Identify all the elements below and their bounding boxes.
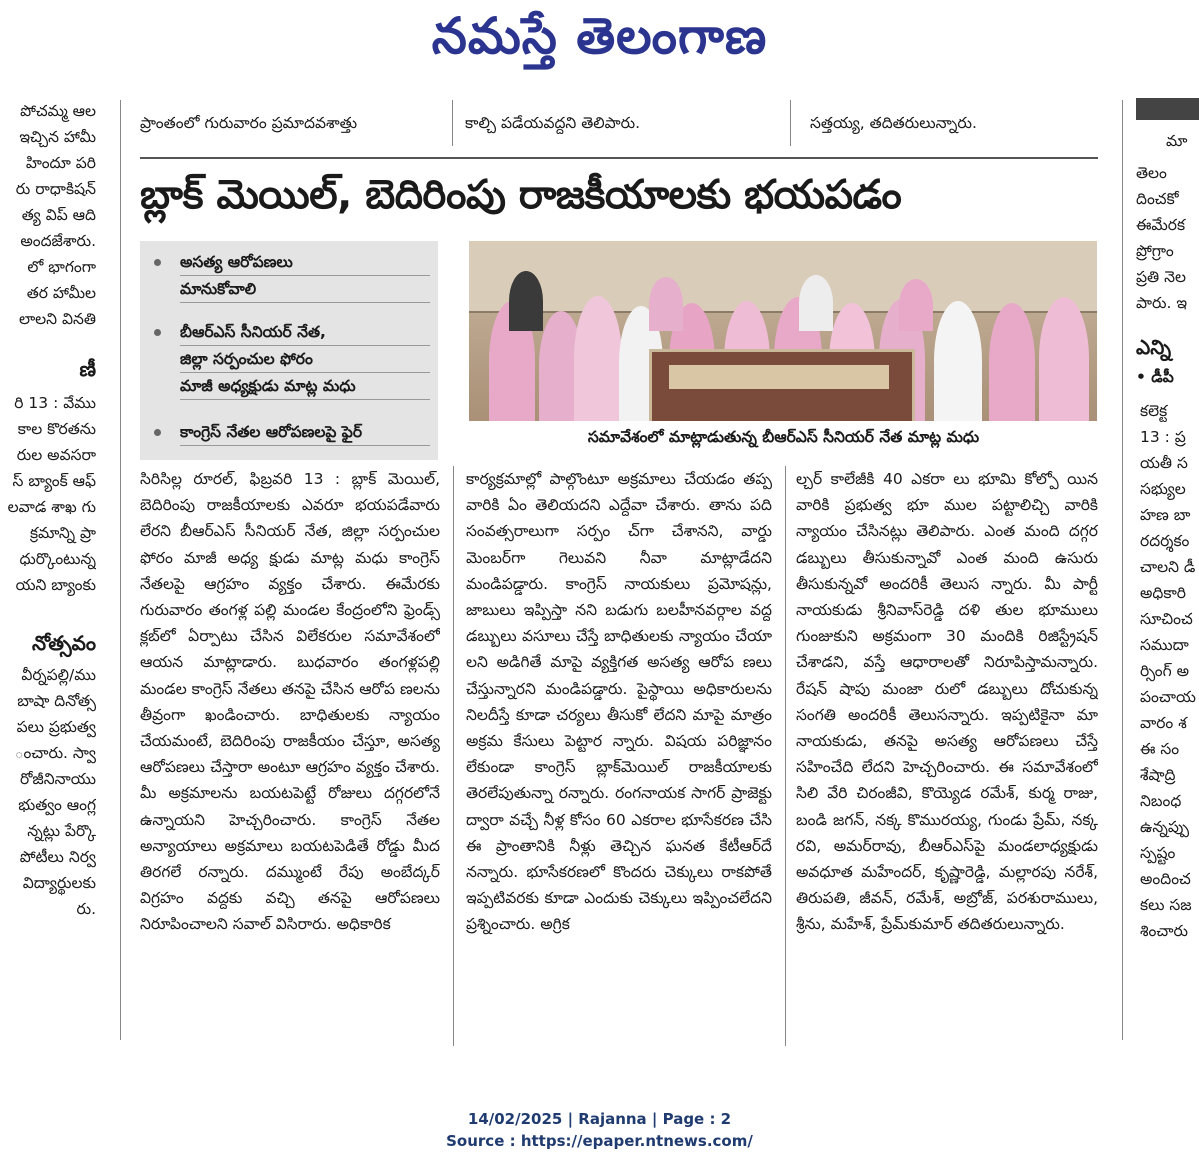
bullet-icon <box>154 259 161 266</box>
column-divider <box>453 466 454 1046</box>
left-strip-line: తర హామీల <box>26 284 96 302</box>
left-strip-line: భుత్వం ఆంగ్ల <box>18 796 96 814</box>
right-strip-line: అందించ <box>1140 870 1191 888</box>
left-strip-line: ఇచ్చిన హామీ <box>19 128 96 146</box>
left-strip-line: న్నట్లు పేర్కొ <box>27 822 96 840</box>
left-strip-line: పోటీలు నిర్వ <box>19 848 96 866</box>
left-adjacent-article <box>0 98 96 1018</box>
column-divider <box>785 466 786 1046</box>
right-strip-line: ఈ సం <box>1140 740 1180 758</box>
right-strip-line: అధికారి <box>1140 584 1186 602</box>
left-strip-line: క్రమాన్ని ప్రా <box>29 524 96 542</box>
left-strip-line: ంచారు. స్వా <box>14 744 96 762</box>
edition-info: 14/02/2025 | Rajanna | Page : 2 <box>467 1110 732 1128</box>
left-strip-line: రు. <box>76 900 96 918</box>
left-strip-line: విద్యార్థులకు <box>22 874 96 892</box>
right-strip-line: ర్సింగ్ అ <box>1140 662 1190 680</box>
right-strip-subheading: • డీపీ <box>1136 368 1174 386</box>
left-strip-heading-1: ణీ <box>79 357 96 381</box>
left-strip-line: ధుర్కొంటున్న <box>19 550 96 568</box>
article-column-2: కార్యక్రమాల్లో పాల్గొంటూ అక్రమాలు చేయడం తప్ప వారికి ఏం తెలియదని ఎద్దేవా చేశారు. తాను పది సంవత్సరాలుగా సర్పం చ్‌గా చేశానని, వార్డు మెంబర్‌గా గెలువని నీవా మాట్లాడేదని మండిపడ్డారు. కాంగ్రెస్ నాయకులు ప్రమోషన్లు, జాబులు ఇప్పిస్తా నని బడుగు బలహీనవర్గాల వద్ద డబ్బులు వసూలు చేస్తే బాధితులకు న్యాయం చేయా లని అడిగితే మాపై వ్యక్తిగత అసత్య ఆరోప ణలు చేస్తున్నారని మండిపడ్డారు. పైస్థాయి అధికారులను నిలదీస్తే కూడా చర్యలు తీసుకో లేదని మాపై మాత్రం అక్రమ కేసులు పెట్టార న్నారు. విషయ పరిజ్ఞానం లేకుండా కాంగ్రెస్ బ్లాక్‌మెయిల్ రాజకీయాలకు తెరలేపుతున్నా రన్నారు. రంగనాయక సాగర్ ప్రాజెక్టు ద్వారా వచ్చే నీళ్ల కోసం 60 ఎకరాల భూసేకరణ చేసి ఈ ప్రాంతానికి నీళ్లు తెచ్చిన ఘనత కేటీఆర్‌దే నన్నారు. భూసేకరణలో కొందరు చెక్కులు రాకపోతే ఇప్పటివరకు కూడా ఎందుకు చెక్కులు ఇప్పించలేదని ప్రశ్నించారు. అగ్రిక <box>466 470 772 934</box>
highlights-box: అసత్య ఆరోపణలు మానుకోవాలి బీఆర్ఎస్ సీనియర్ నేత, జిల్లా సర్పంచుల ఫోరం మాజీ అధ్యక్షుడు మాట్ల మధు కాంగ్రెస్ నేతల ఆరోపణలపై ఫైర్ <box>140 241 438 460</box>
right-strip-line: 13 : ప్ర <box>1140 428 1186 446</box>
press-meet-photo <box>469 241 1097 421</box>
right-strip-line: పంచాయ <box>1140 688 1196 706</box>
article-column-1: సిరిసిల్ల రూరల్, ఫిబ్రవరి 13 : బ్లాక్ మెయిల్, బెదిరింపు రాజకీయాలకు ఎవరూ భయపడేవారు లేరని బీఆర్ఎస్ సీనియర్ నేత, జిల్లా సర్పంచుల ఫోరం మాజీ అధ్య క్షుడు మాట్ల మధు కాంగ్రెస్ నేతలపై ఆగ్రహం వ్యక్తం చేశారు. ఈమేరకు గురువారం తంగళ్ల పల్లి మండల కేంద్రంలోని ఫ్రెండ్స్ క్లబ్‌లో ఏర్పాటు చేసిన విలేకరుల సమావేశంలో ఆయన మాట్లాడారు. బుధవారం తంగళ్లపల్లి మండల కాంగ్రెస్ నేతలు తనపై చేసిన ఆరోప ణలను తీవ్రంగా ఖండించారు. బాధితులకు న్యాయం చేయమంటే, బెదిరింపు రాజకీయం చేస్తూ, అసత్య ఆరోపణలు చేస్తారా అంటూ ఆగ్రహం వ్యక్తం చేశారు. మీ అక్రమాలను బయటపెట్టే రోజులు దగ్గరలోనే ఉన్నాయని హెచ్చరించారు. కాంగ్రెస్ నేతల అన్యాయాలు అక్రమాలు బయటపెడితే రోడ్డు మీద తిరగలే రన్నారు. దమ్ముంటే రేపు అంబేద్కర్ విగ్రహం వద్దకు వచ్చి తనపై ఆరోపణలు నిరూపించాలని సవాల్ విసిరారు. అధికారిక <box>140 470 440 934</box>
right-strip-line: యతీ స <box>1140 454 1188 472</box>
right-strip-photo <box>1136 98 1199 120</box>
top-fragment-col3: సత్తయ్య, తదితరులున్నారు. <box>810 114 977 132</box>
right-strip-line: సముదా <box>1140 636 1189 654</box>
right-strip-line: రదర్శకం <box>1140 532 1190 550</box>
left-strip-line: వీర్నపల్లి/ము <box>21 666 96 684</box>
column-divider <box>790 100 791 146</box>
left-strip-line: అందజేశారు. <box>20 232 96 250</box>
right-strip-line: ప్రతి నెల <box>1136 268 1186 286</box>
top-fragment-col2: కాల్చి పడేయవద్దని తెలిపారు. <box>465 114 641 132</box>
column-divider <box>1122 100 1123 1040</box>
left-strip-line: లో భాగంగా <box>27 258 96 276</box>
right-strip-line: కలు సజ <box>1140 896 1192 914</box>
left-strip-line: త్య విప్ ఆది <box>21 206 96 224</box>
right-strip-line: హణ బా <box>1140 506 1191 524</box>
left-strip-line: హిందూ పరి <box>25 154 96 172</box>
photo-caption: సమావేశంలో మాట్లాడుతున్న బీఆర్ఎస్ సీనియర్ నేత మాట్ల మధు <box>587 428 980 446</box>
right-strip-line: చాలని డీ <box>1140 558 1196 576</box>
right-strip-line: స్పష్టం <box>1140 844 1176 862</box>
left-strip-line: లవాడ శాఖ గు <box>7 498 96 516</box>
right-strip-line: దించకో <box>1136 190 1179 208</box>
right-strip-line: ఉన్నప్పు <box>1140 818 1190 836</box>
bullet-icon <box>154 429 161 436</box>
section-rule <box>140 157 1098 159</box>
right-strip-line: సూచించ <box>1140 610 1193 628</box>
right-adjacent-article <box>1136 98 1199 1038</box>
left-strip-line: కాల కొరతను <box>17 420 96 438</box>
right-strip-line: ఈమేరక <box>1136 216 1186 234</box>
source-link[interactable]: Source : https://epaper.ntnews.com/ <box>446 1132 753 1150</box>
left-strip-line: పోచమ్మ ఆల <box>20 102 96 120</box>
left-strip-line: రుల అవసరా <box>16 446 96 464</box>
column-divider <box>452 100 453 146</box>
right-strip-line: సభ్యుల <box>1140 480 1186 498</box>
article-column-3: ల్చర్ కాలేజీకి 40 ఎకరా లు భూమి కోల్పో యిన వారికి ప్రభుత్వ భూ ముల పట్టాలిచ్చి వారికి న్యాయం చేసినట్లు తెలిపారు. ఎంత మంది దగ్గర డబ్బులు తీసుకున్నావో ఎంత మంది ఉసురు తీసుకున్నవో అందరికీ తెలుస న్నారు. మీ పార్టీ నాయకుడు శ్రీనివాస్‌రెడ్డి దళి తుల భూములు గుంజుకుని అక్రమంగా 30 మందికి రిజిస్ట్రేషన్ చేశాడని, వస్తే ఆధారాలతో నిరూపిస్తామన్నారు. రేషన్ షాపు మంజా రులో డబ్బులు దోచుకున్న సంగతి అందరికీ తెలుసన్నారు. ఇప్పటికైనా మా నాయకుడు, తనపై అసత్య ఆరోపణలు చేస్తే సహించేది లేదని హెచ్చరించారు. ఈ సమావేశంలో సిలి వేరి చిరంజీవి, కొయ్యెడ రమేశ్, కుర్మ రాజు, బండి జగన్, నక్క కొమురయ్య, గుండు ప్రేమ్, నక్క రవి, అమర్‌రావు, బీఆర్ఎస్‌పై మండలాధ్యక్షుడు అవధూత మహేందర్, కృష్ణారెడ్డి, మల్లారపు నరేశ్, తిరుపతి, జీవన్, రమేశ్, అబ్రోజ్, పరశురాములు, శ్రీను, మహేశ్, ప్రేమ్‌కుమార్ తదితరులున్నారు. <box>796 470 1098 934</box>
left-strip-line: లాలని వినతి <box>18 310 96 328</box>
left-strip-line: రు రాధాకిషన్ <box>15 180 96 198</box>
right-strip-line: ప్రోగ్రాం <box>1136 242 1174 260</box>
top-fragment-col1: ప్రాంతంలో గురువారం ప్రమాదవశాత్తు <box>140 114 358 132</box>
right-strip-line: శించారు <box>1140 922 1189 940</box>
left-strip-line: బాషా దినోత్స <box>17 692 96 710</box>
right-strip-caption: మా <box>1166 132 1188 150</box>
right-strip-line: కలెక్ట <box>1140 402 1168 420</box>
left-strip-line: స్ బ్యాంక్ ఆఫ్ <box>12 472 96 490</box>
right-strip-line: తెలం <box>1136 164 1167 182</box>
bullet-icon <box>154 329 161 336</box>
article-headline: బ్లాక్ మెయిల్, బెదిరింపు రాజకీయాలకు భయపడం <box>140 172 902 218</box>
column-divider <box>120 100 121 1040</box>
left-strip-line: పలు ప్రభుత్వ <box>16 718 96 736</box>
right-strip-line: పారు. ఇ <box>1136 294 1188 312</box>
left-strip-line: యని బ్యాంకు <box>15 576 96 594</box>
newspaper-masthead: నమస్తే తెలంగాణ <box>431 6 768 65</box>
right-strip-line: వారం శ <box>1140 714 1187 732</box>
left-strip-line: రి 13 : వేము <box>14 394 96 412</box>
right-strip-heading: ఎన్ని <box>1136 335 1172 359</box>
left-strip-heading-2: నోత్సవం <box>31 631 96 655</box>
right-strip-line: శేషాద్రి <box>1140 766 1176 784</box>
right-strip-line: నిబంధ <box>1140 792 1182 810</box>
left-strip-line: రోజీనినాయు <box>19 770 96 788</box>
